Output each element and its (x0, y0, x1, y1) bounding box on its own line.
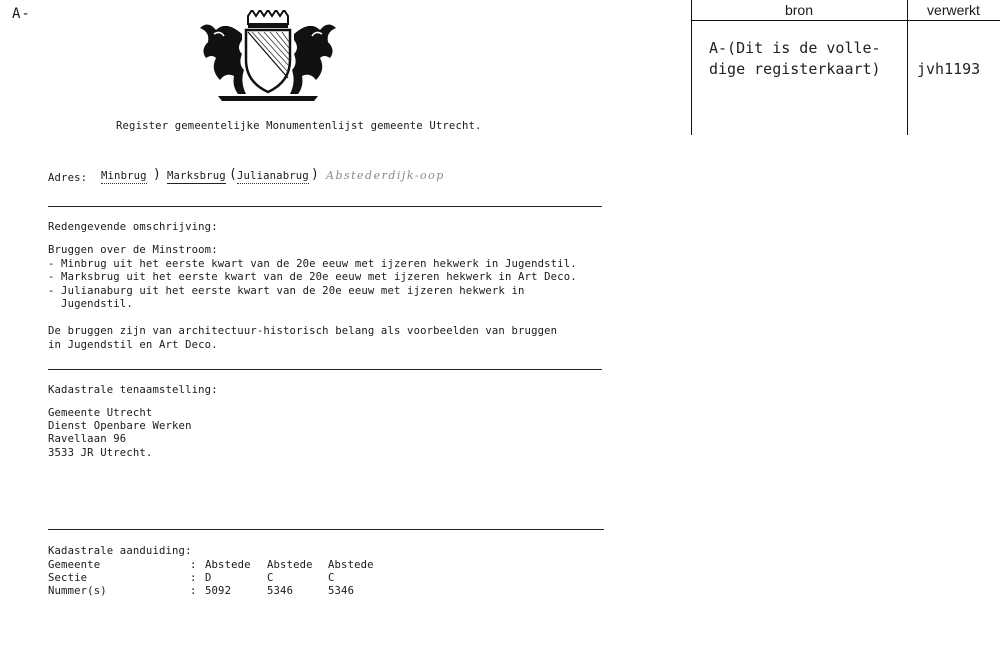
column-header-processed: verwerkt (927, 2, 980, 18)
owner-line: Ravellaan 96 (48, 433, 127, 445)
designation-colon: : (190, 559, 197, 571)
designation-value: C (267, 572, 274, 584)
designation-value: D (205, 572, 212, 584)
owner-line: Dienst Openbare Werken (48, 420, 192, 432)
handwritten-note: Abstederdijk-oop (326, 169, 445, 182)
address-bridge-3: Julianabrug (237, 170, 309, 182)
bracket-icon: ( (229, 167, 237, 182)
bracket-icon: ) (153, 167, 161, 182)
designation-colon: : (190, 585, 197, 597)
address-label: Adres: (48, 172, 88, 184)
utrecht-coat-of-arms-icon (196, 10, 340, 102)
page-title: Register gemeentelijke Monumentenlijst gemeente Utrecht. (116, 120, 482, 132)
designation-value: Abstede (205, 559, 251, 571)
description-item: - Minbrug uit het eerste kwart van de 20e eeuw met ijzeren hekwerk in Jugendstil. (48, 258, 577, 270)
cadastral-owner-heading: Kadastrale tenaamstelling: (48, 384, 218, 396)
source-box-header-rule (691, 20, 1000, 21)
designation-row-label: Gemeente (48, 559, 101, 571)
divider (48, 369, 602, 370)
address-bridge-2: Marksbrug (167, 170, 226, 182)
designation-value: Abstede (328, 559, 374, 571)
source-text (709, 38, 909, 80)
processed-by: jvh1193 (917, 60, 981, 78)
source-box (691, 0, 1000, 135)
divider (48, 206, 602, 207)
owner-line: 3533 JR Utrecht. (48, 447, 153, 459)
address-bridge-1: Minbrug (101, 170, 147, 182)
corner-mark: A- (12, 6, 31, 22)
designation-row-label: Sectie (48, 572, 88, 584)
divider (48, 529, 604, 530)
designation-value: C (328, 572, 335, 584)
cadastral-designation-heading: Kadastrale aanduiding: (48, 545, 192, 557)
owner-line: Gemeente Utrecht (48, 407, 153, 419)
designation-value: 5092 (205, 585, 232, 597)
designation-value: 5346 (328, 585, 355, 597)
source-line: A-(Dit is de volle- (709, 39, 881, 57)
bracket-icon: ) (311, 167, 319, 182)
description-conclusion: in Jugendstil en Art Deco. (48, 339, 218, 351)
description-item: - Marksbrug uit het eerste kwart van de 20e eeuw met ijzeren hekwerk in Art Deco. (48, 271, 577, 283)
description-conclusion: De bruggen zijn van architectuur-historisch belang als voorbeelden van bruggen (48, 325, 558, 337)
designation-value: Abstede (267, 559, 313, 571)
designation-colon: : (190, 572, 197, 584)
description-item: - Julianaburg uit het eerste kwart van de 20e eeuw met ijzeren hekwerk in (48, 285, 525, 297)
description-heading: Redengevende omschrijving: (48, 221, 218, 233)
description-intro: Bruggen over de Minstroom: (48, 244, 218, 256)
column-header-source: bron (784, 2, 814, 18)
source-line: dige registerkaart) (709, 60, 881, 78)
designation-value: 5346 (267, 585, 294, 597)
designation-row-label: Nummer(s) (48, 585, 107, 597)
description-item: Jugendstil. (48, 298, 133, 310)
